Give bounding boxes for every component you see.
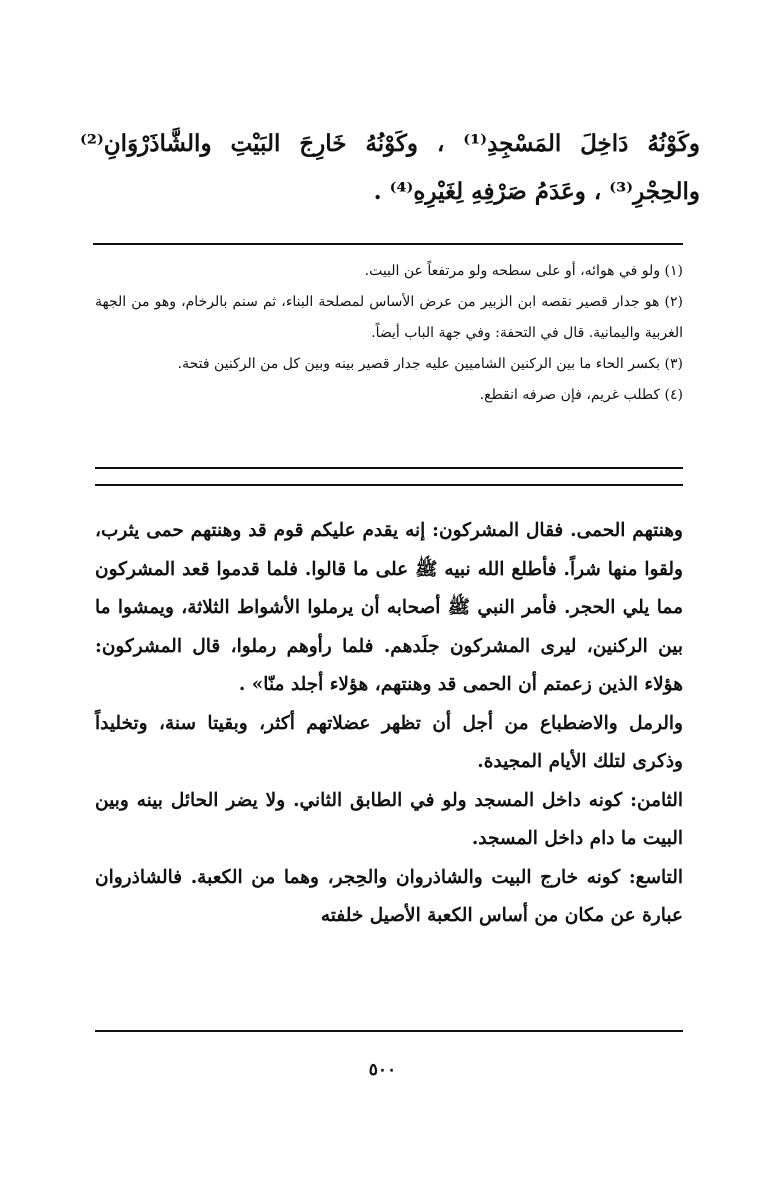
footnote-1: (١) ولو في هوائه، أو على سطحه ولو مرتفعاً عن البيت.: [364, 263, 683, 279]
footnote-4: (٤) كطلب غريم، فإن صرفه انقطع.: [479, 387, 683, 403]
section-divider-bottom: [95, 484, 683, 486]
commentary-paragraph: والرمل والاضطباع من أجل أن تظهر عضلاتهم أكثر، وبقيتا سنة، وتخليداً وذكرى لتلك الأيام المجيدة.: [95, 712, 683, 772]
footer-rule: [95, 1030, 683, 1032]
footnotes: [95, 256, 683, 411]
commentary-paragraph: وهنتهم الحمى. فقال المشركون: إنه يقدم عليكم قوم قد وهنتهم حمى يثرب، ولقوا منها شراً. فأطلع الله نبيه ﷺ على ما قالوا. فلما قدموا قعد المشركون مما يلي الحجر. فأمر النبي ﷺ أصحابه أن يرملوا الأشواط الثلاثة، ويمشوا ما بين الركنين، ليرى المشركون جلَدهم. فلما رأوهم رملوا، قال المشركون: هؤلاء الذين زعمتم أن الحمى قد وهنتهم، هؤلاء أجلد منّا» .: [95, 520, 683, 695]
footnote-3: (٣) بكسر الحاء ما بين الركنين الشاميين عليه جدار قصير بينه وبين كل من الركنين فتحة.: [177, 356, 683, 372]
footnote-separator: [93, 243, 683, 245]
commentary: [95, 512, 683, 936]
footnote-2: (٢) هو جدار قصير نقصه ابن الزبير من عرض الأساس لمصلحة البناء، ثم سنم بالرخام، وهو من الجهة الغربية واليمانية. قال في التحفة: وفي جهة الباب أيضاً.: [95, 294, 683, 341]
commentary-paragraph: الثامن: كونه داخل المسجد ولو في الطابق الثاني. ولا يضر الحائل بينه وبين البيت ما دام داخل المسجد.: [95, 789, 683, 849]
page-number: ٥٠٠: [368, 1060, 397, 1080]
section-divider-top: [95, 467, 683, 469]
matn-text: وكَوْنُهُ دَاخِلَ المَسْجِدِ⁽¹⁾ ، وكَوْنُهُ خَارِجَ البَيْتِ والشَّاذَرْوَانِ⁽²⁾ والحِجْرِ⁽³⁾ ، وعَدَمُ صَرْفِهِ لِغَيْرِهِ⁽⁴⁾ .: [80, 130, 700, 205]
commentary-paragraph: التاسع: كونه خارج البيت والشاذروان والحِجر، وهما من الكعبة. فالشاذروان عبارة عن مكان من أساس الكعبة الأصيل خلفته: [95, 866, 683, 926]
